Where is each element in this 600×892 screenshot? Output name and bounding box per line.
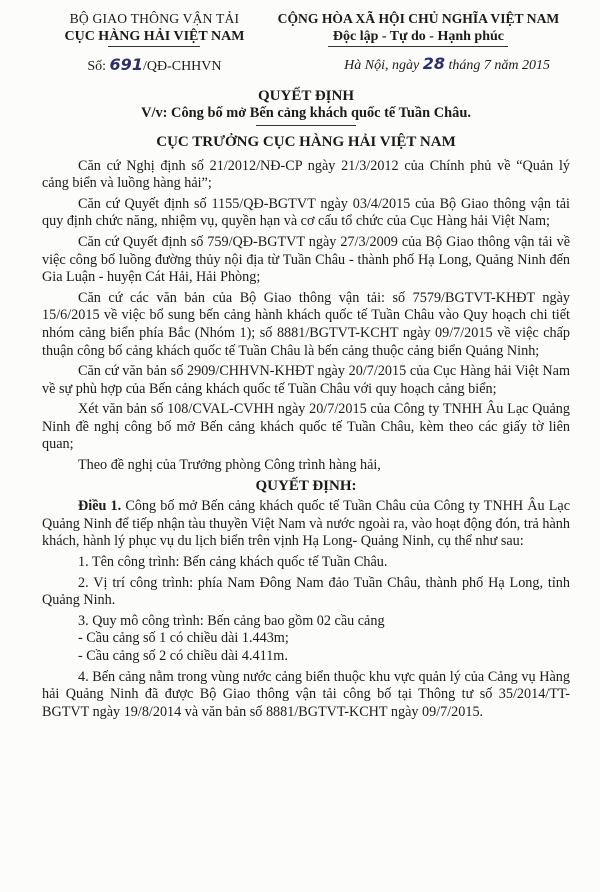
basis-paragraph: Căn cứ Quyết định số 1155/QĐ-BGTVT ngày 03/4/2015 của Bộ Giao thông vận tải quy định chức năng, nhiệm vụ, quyền hạn và cơ cấu tổ chức của Cục Hàng hải Việt Nam; (42, 195, 570, 230)
agency-name: CỤC HÀNG HẢI VIỆT NAM (64, 28, 245, 44)
basis-paragraph: Căn cứ các văn bản của Bộ Giao thông vận tải: số 7579/BGTVT-KHĐT ngày 15/6/2015 về việc bổ sung bến cảng hành khách quốc tế Tuần Châu vào Quy hoạch chi tiết nhóm cảng biển phía Bắc (Nhóm 1); số 8881/BGTVT-KCHT ngày 09/7/2015 về việc chấp thuận công bố cảng khách quốc tế Tuần Châu là bến cảng thuộc cảng biển Quảng Ninh; (42, 289, 570, 359)
article-item: 2. Vị trí công trình: phía Nam Đông Nam đảo Tuần Châu, thành phố Hạ Long, tỉnh Quảng Ninh. (42, 574, 570, 609)
basis-paragraph: Căn cứ Quyết định số 759/QĐ-BGTVT ngày 27/3/2009 của Bộ Giao thông vận tải về việc công bố luồng đường thủy nội địa từ Tuần Châu - thành phố Hạ Long, Quảng Ninh đến Gia Luận - huyện Cát Hải, Hải Phòng; (42, 233, 570, 286)
national-motto: Độc lập - Tự do - Hạnh phúc (332, 28, 505, 44)
basis-paragraph: Xét văn bản số 108/CVAL-CVHH ngày 20/7/2015 của Công ty TNHH Âu Lạc Quảng Ninh đề nghị công bố mở Bến cảng khách quốc tế Tuần Châu, kèm theo các giấy tờ liên quan; (42, 401, 570, 453)
date-line (267, 55, 570, 75)
article-item: 3. Quy mô công trình: Bến cảng bao gồm 02 cầu cảng (78, 612, 385, 629)
article-1-text: Công bố mở Bến cảng khách quốc tế Tuần Châu của Công ty TNHH Âu Lạc Quảng Ninh để tiếp nhận tàu thuyền Việt Nam và nước ngoài ra, vào hoạt động đón, trả hành khách, hành lý phục vụ du lịch biển trên vịnh Hạ Long- Quảng Ninh, cụ thể như sau: (42, 498, 570, 550)
agency-underline (108, 46, 200, 47)
national-block (267, 10, 570, 76)
basis-paragraph: Căn cứ Nghị định số 21/2012/NĐ-CP ngày 21/3/2012 của Chính phủ về “Quản lý cảng biển và luồng hàng hải”; (42, 157, 570, 192)
subject-underline (256, 125, 356, 126)
authority-heading: CỤC TRƯỞNG CỤC HÀNG HẢI VIỆT NAM (156, 133, 456, 150)
date-day-handwritten: 28 (422, 54, 445, 74)
basis-paragraph: Theo đề nghị của Trưởng phòng Công trình hàng hải, (78, 457, 381, 474)
ministry-name: BỘ GIAO THÔNG VẬN TẢI (69, 11, 240, 26)
article-1 (42, 498, 570, 551)
article-item: - Cầu cảng số 2 có chiều dài 4.411m. (78, 648, 288, 664)
issuer-block (42, 10, 267, 76)
document-title: QUYẾT ĐỊNH (258, 87, 354, 104)
decision-heading: QUYẾT ĐỊNH: (255, 477, 357, 494)
date-suffix: tháng 7 năm 2015 (448, 58, 550, 74)
article-item: - Cầu cảng số 1 có chiều dài 1.443m; (78, 630, 289, 647)
article-item: 1. Tên công trình: Bến cảng khách quốc tế Tuần Châu. (78, 554, 388, 571)
motto-underline (328, 46, 508, 47)
doc-no-handwritten: 691 (109, 55, 143, 75)
date-prefix: Hà Nội, ngày (344, 58, 420, 74)
basis-paragraph: Căn cứ văn bản số 2909/CHHVN-KHĐT ngày 20/7/2015 của Cục Hàng hải Việt Nam về sự phù hợp của Bến cảng khách quốc tế Tuần Châu với quy hoạch cảng biển; (42, 363, 570, 397)
doc-no-suffix: /QĐ-CHHVN (142, 59, 222, 75)
article-1-label: Điều 1. (78, 498, 122, 515)
doc-no-prefix: Số: (87, 59, 107, 75)
article-item: 4. Bến cảng nằm trong vùng nước cảng biển thuộc khu vực quản lý của Cảng vụ Hàng hải Quảng Ninh đã được Bộ Giao thông vận tải công bố tại Thông tư số 35/2014/TT-BGTVT ngày 19/8/2014 và văn bản số 8881/BGTVT-KCHT ngày 09/7/2015. (42, 668, 570, 720)
document-number (42, 56, 267, 76)
republic-name: CỘNG HÒA XÃ HỘI CHỦ NGHĨA VIỆT NAM (277, 11, 560, 26)
document-subject: V/v: Công bố mở Bến cảng khách quốc tế Tuần Châu. (141, 105, 471, 122)
document-header (42, 10, 570, 76)
